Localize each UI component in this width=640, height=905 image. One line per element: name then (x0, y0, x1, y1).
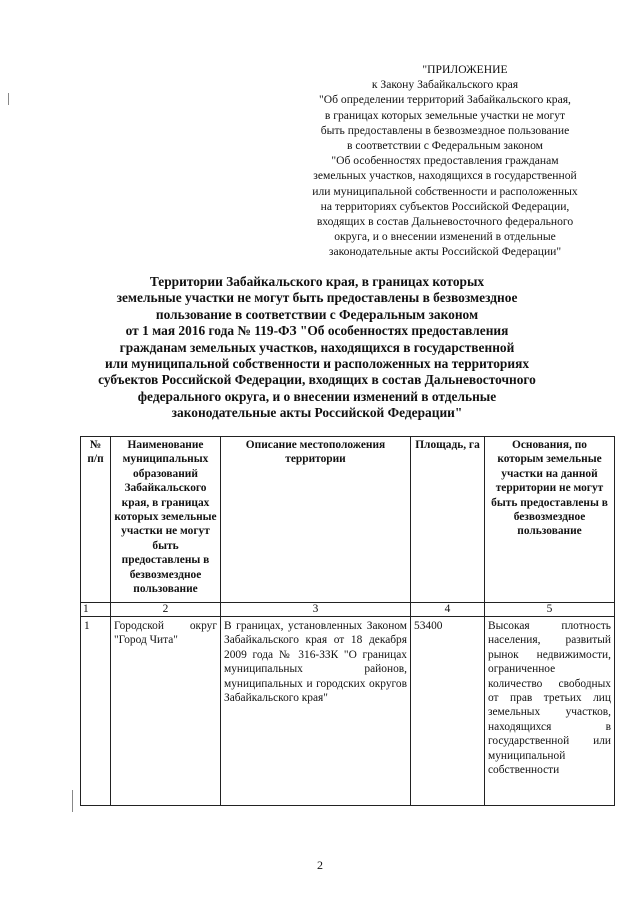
heading-line: пользование в соответствии с Федеральным законом (155, 306, 479, 322)
appendix-line: "ПРИЛОЖЕНИЕ (422, 63, 508, 76)
header-num: № п/п (81, 437, 111, 603)
appendix-line: на территориях субъектов Российской Федерации, (320, 199, 570, 213)
column-number: 3 (221, 603, 411, 617)
cell-name: Городской округ "Город Чита" (111, 617, 221, 806)
appendix-line: "Об определении территорий Забайкальского края, (319, 93, 571, 107)
territories-table (80, 436, 615, 806)
appendix-line: в соответствии с Федеральным законом (346, 139, 544, 153)
cell-grounds: Высокая плотность населения, развитый рынок недвижимости, ограниченное количество свободных от прав третьих лиц земельных участков, находящихся в государственной или муниципальной собственности (485, 617, 615, 806)
appendix-line: законодательные акты Российской Федерации" (328, 245, 562, 259)
heading-line: законодательные акты Российской Федерации" (171, 405, 463, 421)
heading-line: гражданам земельных участков, находящихся в государственной (119, 339, 515, 355)
column-number: 2 (111, 603, 221, 617)
appendix-line: входящих в состав Дальневосточного федерального (316, 215, 574, 229)
heading-line: Территории Забайкальского края, в границах которых (149, 274, 485, 289)
cell-area: 53400 (411, 617, 485, 806)
page-number: 2 (317, 858, 323, 872)
heading-line: субъектов Российской Федерации, входящих в состав Дальневосточного (98, 372, 536, 388)
scan-mark (72, 790, 73, 812)
cell-num: 1 (81, 617, 111, 806)
appendix-line: округа, и о внесении изменений в отдельные (334, 230, 556, 244)
document-heading (62, 274, 572, 422)
column-numbers-row (81, 603, 615, 617)
cell-location: В границах, установленных Законом Забайкальского края от 18 декабря 2009 года № 316-ЗЗК "О границах муниципальных районов, муниципальных и городских округов Забайкальского края" (221, 617, 411, 806)
column-number: 5 (485, 603, 615, 617)
appendix-line: быть предоставлены в безвозмездное пользование (320, 123, 570, 137)
heading-line: от 1 мая 2016 года № 119-ФЗ "Об особенностях предоставления (125, 323, 509, 339)
header-location: Описание местоположения территории (221, 437, 411, 603)
header-name: Наименование муниципальных образований Забайкальского края, в границах которых земельные участки не могут быть предоставлены в безвозмездное пользование (111, 437, 221, 603)
column-number: 4 (411, 603, 485, 617)
table-row (81, 617, 615, 806)
appendix-line: или муниципальной собственности и расположенных (312, 184, 578, 198)
heading-line: земельные участки не могут быть предоставлены в безвозмездное (116, 290, 518, 306)
table-header-row (81, 437, 615, 603)
header-grounds: Основания, по которым земельные участки на данной территории не могут быть предоставлены в безвозмездное пользование (485, 437, 615, 603)
heading-line: федерального округа, и о внесении изменений в отдельные (137, 388, 497, 404)
appendix-line: земельных участков, находящихся в государственной (313, 169, 577, 183)
heading-line: или муниципальной собственности и расположенных на территориях (104, 356, 530, 372)
header-area: Площадь, га (411, 437, 485, 603)
scan-mark (8, 93, 9, 105)
appendix-line: к Закону Забайкальского края (371, 78, 519, 92)
appendix-line: "Об особенностях предоставления гражданам (331, 154, 559, 168)
column-number: 1 (81, 603, 111, 617)
appendix-line: в границах которых земельные участки не могут (324, 108, 566, 122)
appendix-block (300, 62, 590, 260)
